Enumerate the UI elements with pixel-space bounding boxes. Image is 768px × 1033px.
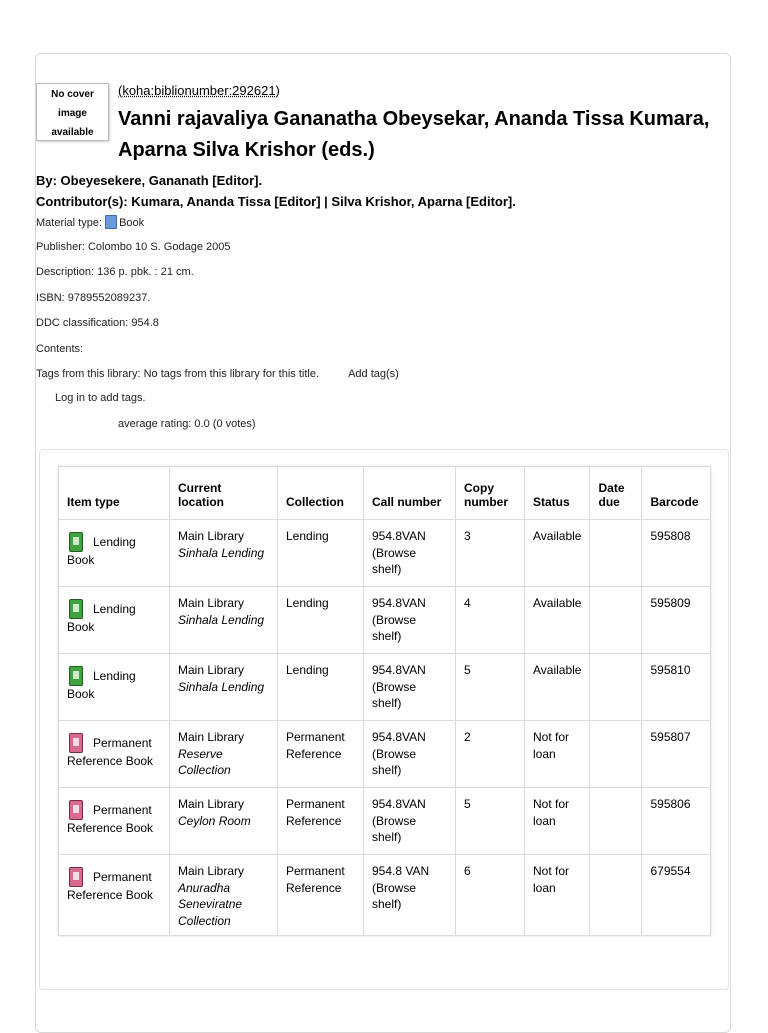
location-cell [170, 855, 278, 936]
location-library: Main Library [178, 529, 245, 543]
header-collection[interactable]: Collection [278, 467, 364, 520]
call-number-cell[interactable]: 954.8VAN (Browse shelf) [364, 788, 456, 855]
header-call-number[interactable]: Call number [364, 467, 456, 520]
call-number-cell[interactable]: 954.8VAN (Browse shelf) [364, 520, 456, 587]
book-icon [105, 215, 117, 229]
call-number-cell[interactable]: 954.8VAN (Browse shelf) [364, 587, 456, 654]
description: Description: 136 p. pbk. : 21 cm. [36, 266, 194, 278]
copy-number-cell: 6 [456, 855, 525, 936]
item-type-cell [59, 587, 170, 654]
date-due-cell [590, 855, 642, 936]
isbn: ISBN: 9789552089237. [36, 292, 151, 304]
average-rating: average rating: 0.0 (0 votes) [118, 418, 256, 430]
item-type-cell [59, 520, 170, 587]
item-type-cell [59, 788, 170, 855]
copy-number-cell: 2 [456, 721, 525, 788]
holdings-table [58, 466, 711, 936]
record-title: Vanni rajavaliya Gananatha Obeysekar, Ananda Tissa Kumara, Aparna Silva Krishor (eds.) [118, 108, 710, 161]
call-number-cell[interactable]: 954.8VAN (Browse shelf) [364, 721, 456, 788]
tags-text: Tags from this library: No tags from this library for this title. [36, 368, 320, 380]
item-type-cell [59, 654, 170, 721]
location-library: Main Library [178, 864, 245, 878]
table-row [59, 654, 711, 721]
collection-cell: Permanent Reference [278, 788, 364, 855]
table-row [59, 788, 711, 855]
item-type-label: Permanent Reference Book [67, 803, 154, 835]
location-shelving: Sinhala Lending [178, 545, 265, 560]
author-line: By: Obeyesekere, Gananath [Editor]. [36, 173, 263, 188]
header-status[interactable]: Status [525, 467, 590, 520]
item-type-cell [59, 721, 170, 788]
location-shelving: Sinhala Lending [178, 679, 265, 694]
collection-cell: Permanent Reference [278, 855, 364, 936]
contributors-line: Contributor(s): Kumara, Ananda Tissa [Editor] | Silva Krishor, Aparna [Editor]. [36, 194, 516, 209]
item-type-label: Permanent Reference Book [67, 736, 154, 768]
item-type-cell [59, 855, 170, 936]
table-header-row [59, 467, 711, 520]
date-due-cell [590, 654, 642, 721]
item-type-label: Lending Book [67, 602, 136, 634]
location-shelving: Reserve Collection [178, 746, 231, 777]
header-barcode[interactable]: Barcode [642, 467, 711, 520]
copy-number-cell: 5 [456, 654, 525, 721]
add-tags-link[interactable]: Add tag(s) [348, 368, 399, 380]
login-to-add-tags[interactable]: Log in to add tags. [55, 392, 146, 404]
call-number-cell[interactable]: 954.8VAN (Browse shelf) [364, 654, 456, 721]
contents: Contents: [36, 343, 84, 355]
header-current-location[interactable]: Current location [170, 467, 278, 520]
publisher: Publisher: Colombo 10 S. Godage 2005 [36, 241, 231, 253]
barcode-cell: 679554 [642, 855, 711, 936]
table-row [59, 721, 711, 788]
date-due-cell [590, 587, 642, 654]
no-cover-placeholder: No cover image available [36, 83, 109, 141]
location-library: Main Library [178, 730, 245, 744]
status-cell: Not for loan [525, 721, 590, 788]
location-cell [170, 721, 278, 788]
location-cell [170, 654, 278, 721]
copy-number-cell: 4 [456, 587, 525, 654]
location-shelving: Sinhala Lending [178, 612, 265, 627]
table-row [59, 520, 711, 587]
item-type-label: Lending Book [67, 535, 136, 567]
barcode-cell: 595810 [642, 654, 711, 721]
pink-book-icon [69, 733, 83, 753]
barcode-cell: 595808 [642, 520, 711, 587]
collection-cell: Lending [278, 587, 364, 654]
material-type-label: Material type: [36, 217, 103, 229]
call-number-cell[interactable]: 954.8 VAN (Browse shelf) [364, 855, 456, 936]
date-due-cell [590, 788, 642, 855]
barcode-cell: 595809 [642, 587, 711, 654]
copy-number-cell: 5 [456, 788, 525, 855]
tags-line [36, 368, 399, 380]
barcode-cell: 595806 [642, 788, 711, 855]
location-library: Main Library [178, 797, 245, 811]
status-cell: Not for loan [525, 788, 590, 855]
status-cell: Available [525, 587, 590, 654]
material-type [36, 215, 144, 229]
location-cell [170, 788, 278, 855]
location-shelving: Ceylon Room [178, 813, 251, 828]
date-due-cell [590, 520, 642, 587]
pink-book-icon [69, 867, 83, 887]
green-book-icon [69, 666, 83, 686]
status-cell: Not for loan [525, 855, 590, 936]
location-cell [170, 587, 278, 654]
biblionumber-link[interactable]: (koha:biblionumber:292621) [118, 83, 280, 98]
status-cell: Available [525, 520, 590, 587]
table-row [59, 855, 711, 936]
ddc-classification: DDC classification: 954.8 [36, 317, 159, 329]
pink-book-icon [69, 800, 83, 820]
barcode-cell: 595807 [642, 721, 711, 788]
status-cell: Available [525, 654, 590, 721]
material-type-value: Book [119, 217, 145, 229]
header-item-type[interactable]: Item type [59, 467, 170, 520]
table-row [59, 587, 711, 654]
location-library: Main Library [178, 663, 245, 677]
header-date-due[interactable]: Date due [590, 467, 642, 520]
location-cell [170, 520, 278, 587]
green-book-icon [69, 599, 83, 619]
header-copy-number[interactable]: Copy number [456, 467, 525, 520]
green-book-icon [69, 532, 83, 552]
date-due-cell [590, 721, 642, 788]
location-shelving: Anuradha Seneviratne Collection [178, 880, 243, 928]
collection-cell: Lending [278, 654, 364, 721]
copy-number-cell: 3 [456, 520, 525, 587]
item-type-label: Lending Book [67, 669, 136, 701]
collection-cell: Lending [278, 520, 364, 587]
location-library: Main Library [178, 596, 245, 610]
collection-cell: Permanent Reference [278, 721, 364, 788]
item-type-label: Permanent Reference Book [67, 870, 154, 902]
